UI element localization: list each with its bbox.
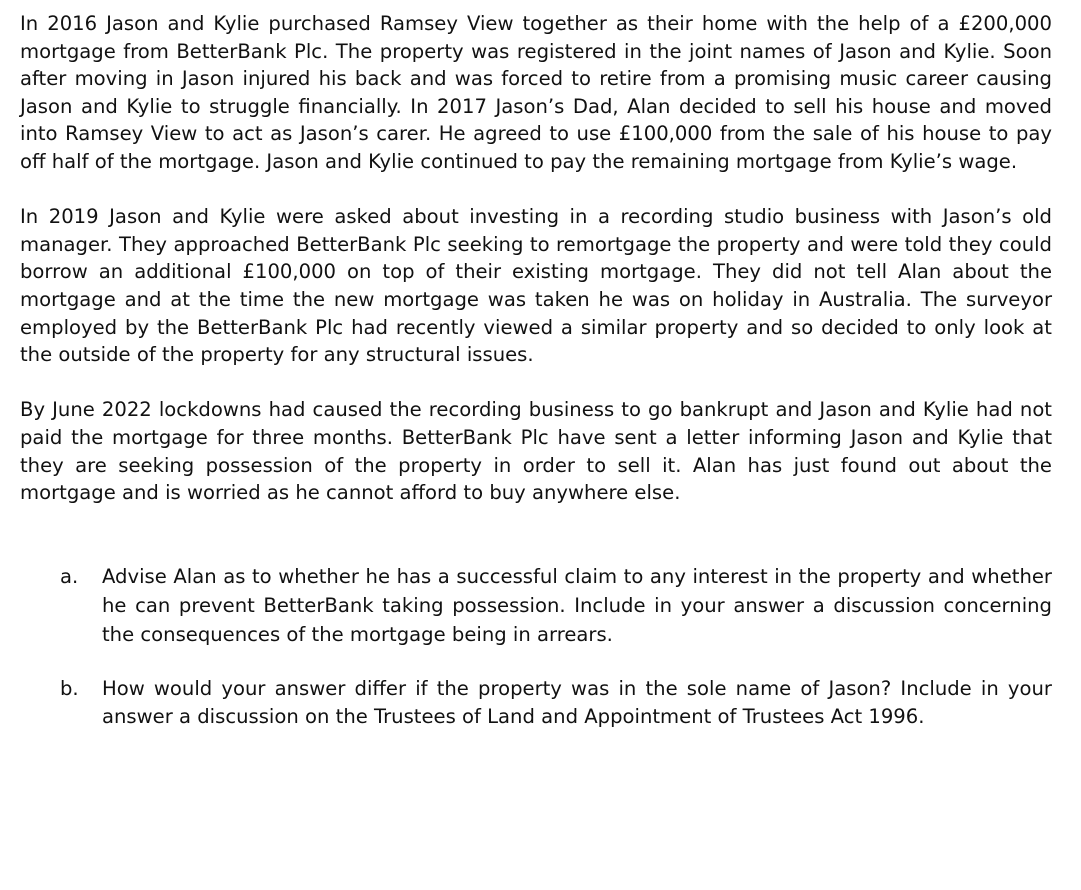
question-b xyxy=(20,675,1052,731)
question-a-text: Advise Alan as to whether he has a successful claim to any interest in the property and whether he can prevent BetterBank taking possession. Include in your answer a discussion concerning the consequences of the mortgage being in arrears. xyxy=(102,564,1052,646)
question-list xyxy=(20,562,1052,731)
question-a xyxy=(20,562,1052,649)
scenario-paragraph-3: By June 2022 lockdowns had caused the recording business to go bankrupt and Jason and Kylie had not paid the mortgage for three months. BetterBank Plc have sent a letter informing Jason and Kylie that they are seeking possession of the property in order to sell it. Alan has just found out about the mortgage and is worried as he cannot afford to buy anywhere else. xyxy=(20,398,1052,505)
question-a-letter: a. xyxy=(60,564,79,588)
scenario-paragraph-1: In 2016 Jason and Kylie purchased Ramsey View together as their home with the help of a £200,000 mortgage from BetterBank Plc. The property was registered in the joint names of Jason and Kylie. Soon after moving in Jason injured his back and was forced to retire from a promising music career causing Jason and Kylie to struggle financially. In 2017 Jason’s Dad, Alan decided to sell his house and moved into Ramsey View to act as Jason’s carer. He agreed to use £100,000 from the sale of his house to pay off half of the mortgage. Jason and Kylie continued to pay the remaining mortgage from Kylie’s wage. xyxy=(20,12,1052,173)
scenario-paragraph-2: In 2019 Jason and Kylie were asked about investing in a recording studio business with Jason’s old manager. They approached BetterBank Plc seeking to remortgage the property and were told they could borrow an additional £100,000 on top of their existing mortgage. They did not tell Alan about the mortgage and at the time the new mortgage was taken he was on holiday in Australia. The surveyor employed by the BetterBank Plc had recently viewed a similar property and so decided to only look at the outside of the property for any structural issues. xyxy=(20,205,1052,367)
question-b-letter: b. xyxy=(60,676,79,700)
document xyxy=(20,10,1052,731)
question-b-text: How would your answer differ if the property was in the sole name of Jason? Include in your answer a discussion on the Trustees of Land and Appointment of Trustees Act 1996. xyxy=(102,676,1052,728)
